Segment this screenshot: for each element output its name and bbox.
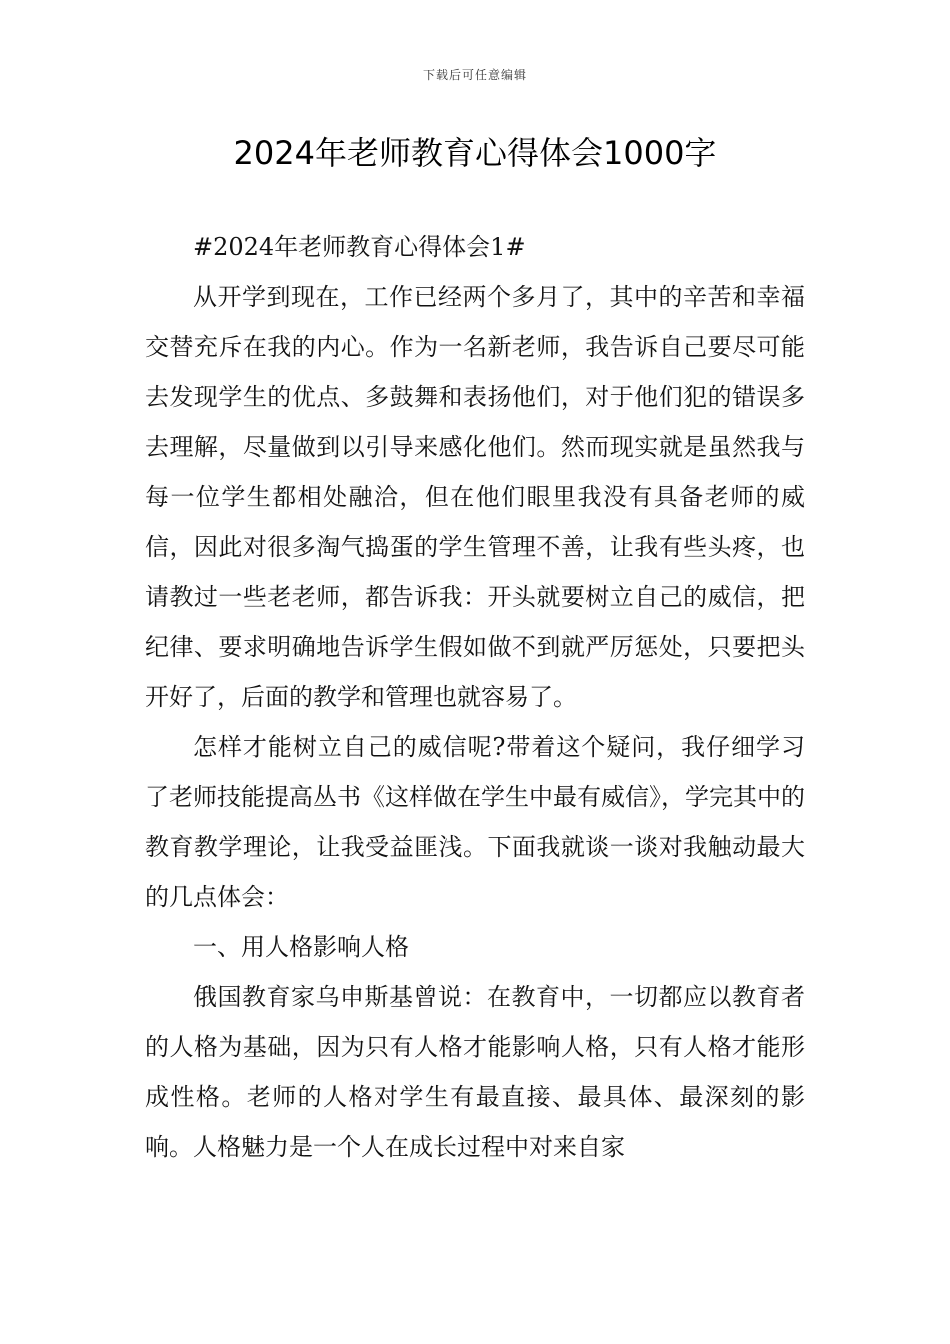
paragraph: 俄国教育家乌申斯基曾说：在教育中，一切都应以教育者的人格为基础，因为只有人格才能影响人格，只有人格才能形成性格。老师的人格对学生有最直接、最具体、最深刻的影响。人格魅力是一个人在成长过程中对来自家 <box>145 983 805 1161</box>
section-marker: #2024年老师教育心得体会1# <box>193 233 526 261</box>
paragraph: 怎样才能树立自己的威信呢?带着这个疑问，我仔细学习了老师技能提高丛书《这样做在学生中最有威信》，学完其中的教育教学理论，让我受益匪浅。下面我就谈一谈对我触动最大的几点体会： <box>145 733 805 911</box>
section-heading: 一、用人格影响人格 <box>193 933 409 961</box>
document-title: 2024年老师教育心得体会1000字 <box>233 134 717 172</box>
paragraph: 从开学到现在，工作已经两个多月了，其中的辛苦和幸福交替充斥在我的内心。作为一名新老师，我告诉自己要尽可能去发现学生的优点、多鼓舞和表扬他们，对于他们犯的错误多去理解，尽量做到以引导来感化他们。然而现实就是虽然我与每一位学生都相处融洽，但在他们眼里我没有具备老师的威信，因此对很多淘气捣蛋的学生管理不善，让我有些头疼，也请教过一些老老师，都告诉我：开头就要树立自己的威信，把纪律、要求明确地告诉学生假如做不到就严厉惩处，只要把头开好了，后面的教学和管理也就容易了。 <box>145 283 805 711</box>
document-body <box>145 222 805 1172</box>
header-note: 下载后可任意编辑 <box>422 68 527 82</box>
